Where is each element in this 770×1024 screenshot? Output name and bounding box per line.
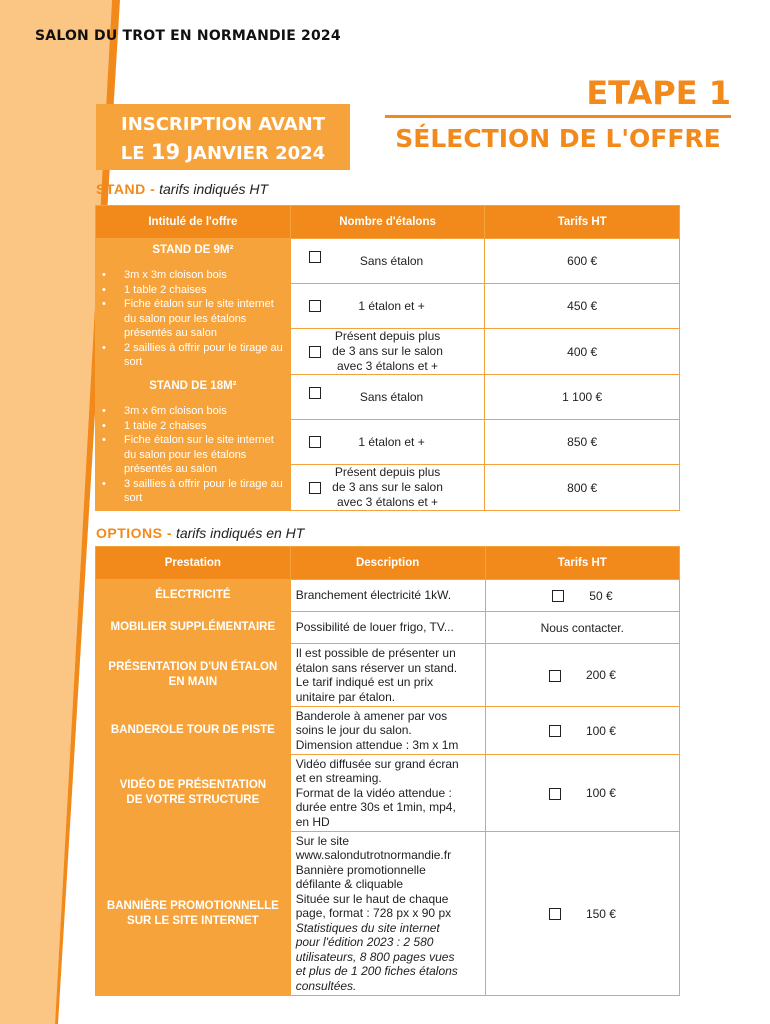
- table-row: [96, 707, 680, 755]
- option-price: Nous contacter.: [485, 612, 679, 644]
- option-price: 200 €: [485, 644, 679, 707]
- table-row: [96, 375, 680, 420]
- table-row: [96, 580, 680, 612]
- checkbox[interactable]: [549, 908, 561, 920]
- option-price: 50 €: [485, 580, 679, 612]
- option-name: ÉLECTRICITÉ: [96, 580, 291, 612]
- checkbox[interactable]: [309, 436, 321, 448]
- list-item: • Fiche étalon sur le site internet du salon pour les étalons présentés au salon: [102, 433, 286, 477]
- price: 600 €: [485, 239, 680, 284]
- list-item: • 3m x 6m cloison bois: [102, 404, 286, 419]
- table-row: [96, 832, 680, 996]
- list-item: • Fiche étalon sur le site internet du salon pour les étalons présentés au salon: [102, 297, 286, 341]
- option-description: Vidéo diffusée sur grand écran et en streaming. Format de la vidéo attendue : durée entre 30s et 1min, mp4, en HD: [290, 755, 485, 832]
- option-sans-etalon-9m2: Sans étalon: [290, 239, 485, 284]
- stand-table-header: [96, 206, 680, 239]
- checkbox[interactable]: [309, 300, 321, 312]
- option-description: Possibilité de louer frigo, TV...: [290, 612, 485, 644]
- option-name: VIDÉO DE PRÉSENTATION DE VOTRE STRUCTURE: [96, 755, 291, 832]
- list-item: • 1 table 2 chaises: [102, 419, 286, 434]
- list-item: • 3 saillies à offrir pour le tirage au sort: [102, 477, 286, 506]
- step-divider: [385, 115, 731, 118]
- table-row: [96, 239, 680, 284]
- column-header: Tarifs HT: [485, 206, 680, 239]
- checkbox[interactable]: [309, 482, 321, 494]
- price: 1 100 €: [485, 375, 680, 420]
- step-title: ETAPE 1: [586, 74, 731, 112]
- option-name: MOBILIER SUPPLÉMENTAIRE: [96, 612, 291, 644]
- option-sans-etalon-18m2: Sans étalon: [290, 375, 485, 420]
- table-row: [96, 612, 680, 644]
- deadline-line1: INSCRIPTION AVANT: [121, 114, 325, 135]
- option-name: PRÉSENTATION D'UN ÉTALON EN MAIN: [96, 644, 291, 707]
- column-header: Description: [290, 547, 485, 580]
- list-item: • 1 table 2 chaises: [102, 283, 286, 298]
- options-table: [95, 546, 680, 996]
- option-description: Banderole à amener par vos soins le jour du salon. Dimension attendue : 3m x 1m: [290, 707, 485, 755]
- option-price: 100 €: [485, 755, 679, 832]
- deadline-line2: LE 19 JANVIER 2024: [120, 140, 326, 164]
- option-name: BANDEROLE TOUR DE PISTE: [96, 707, 291, 755]
- event-title: SALON DU TROT EN NORMANDIE 2024: [35, 28, 341, 44]
- price: 850 €: [485, 420, 680, 465]
- option-present-18m2: Présent depuis plus de 3 ans sur le salon avec 3 étalons et +: [290, 465, 485, 511]
- checkbox[interactable]: [549, 788, 561, 800]
- checkbox[interactable]: [549, 725, 561, 737]
- step-subtitle: SÉLECTION DE L'OFFRE: [395, 124, 721, 153]
- stand-title: STAND DE 18M²: [149, 380, 237, 392]
- column-header: Tarifs HT: [485, 547, 679, 580]
- list-item: • 2 saillies à offrir pour le tirage au sort: [102, 341, 286, 370]
- option-1-etalon-18m2: 1 étalon et +: [290, 420, 485, 465]
- column-header: Intitulé de l'offre: [96, 206, 291, 239]
- table-row: [96, 644, 680, 707]
- option-price: 150 €: [485, 832, 679, 996]
- stand-title: STAND DE 9M²: [152, 244, 234, 256]
- option-name: BANNIÈRE PROMOTIONNELLE SUR LE SITE INTERNET: [96, 832, 291, 996]
- column-header: Prestation: [96, 547, 291, 580]
- list-item: • 3m x 3m cloison bois: [102, 268, 286, 283]
- option-description: Il est possible de présenter un étalon sans réserver un stand. Le tarif indiqué est un prix unitaire par étalon.: [290, 644, 485, 707]
- checkbox[interactable]: [309, 387, 321, 399]
- stand-table: [95, 205, 680, 511]
- option-price: 100 €: [485, 707, 679, 755]
- price: 450 €: [485, 284, 680, 329]
- checkbox[interactable]: [309, 251, 321, 263]
- option-1-etalon-9m2: 1 étalon et +: [290, 284, 485, 329]
- deadline-banner: [96, 104, 350, 170]
- stand-9m2-cell: [96, 239, 291, 375]
- price: 800 €: [485, 465, 680, 511]
- stand-18m2-cell: [96, 375, 291, 511]
- option-description: Sur le site www.salondutrotnormandie.fr Bannière promotionnelle défilante & cliquable Située sur le haut de chaque page, format : 728 px x 90 px Statistiques du site internet pour l'édition 2023 : 2 580 utilisateurs, 8 800 pages vues et plus de 1 200 fiches étalons consultées.: [290, 832, 485, 996]
- options-table-header: [96, 547, 680, 580]
- price: 400 €: [485, 329, 680, 375]
- option-present-9m2: Présent depuis plus de 3 ans sur le salon avec 3 étalons et +: [290, 329, 485, 375]
- checkbox[interactable]: [309, 346, 321, 358]
- checkbox[interactable]: [552, 590, 564, 602]
- checkbox[interactable]: [549, 670, 561, 682]
- option-description: Branchement électricité 1kW.: [290, 580, 485, 612]
- column-header: Nombre d'étalons: [290, 206, 485, 239]
- stand-heading: STAND - tarifs indiqués HT: [96, 181, 269, 197]
- table-row: [96, 755, 680, 832]
- options-heading: OPTIONS - tarifs indiqués en HT: [96, 525, 305, 541]
